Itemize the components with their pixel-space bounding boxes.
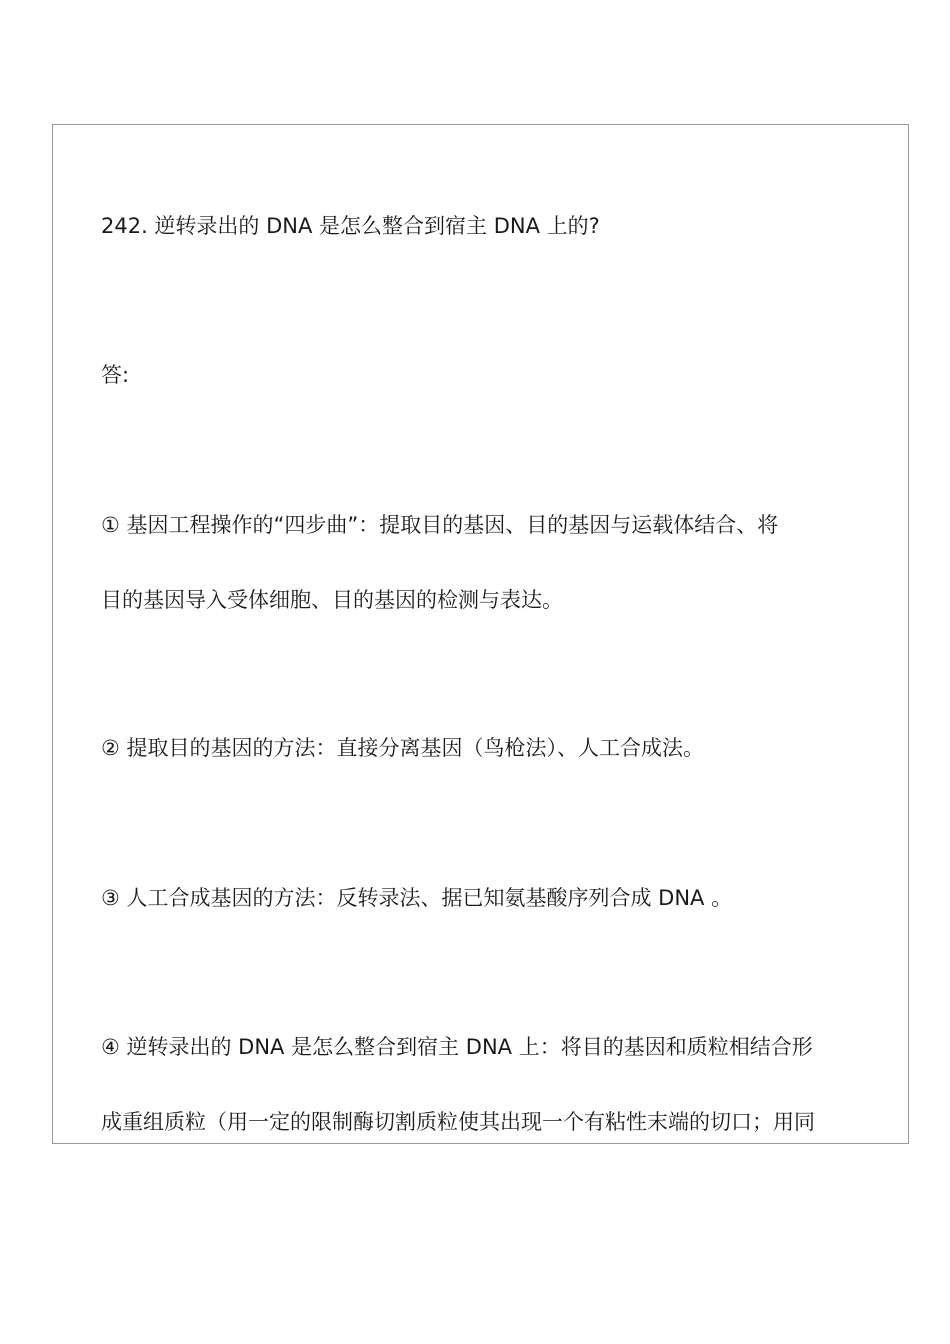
document-page <box>52 124 909 1144</box>
paragraph-line: 成重组质粒（用一定的限制酶切割质粒使其出现一个有粘性末端的切口；用同 <box>101 1110 815 1134</box>
question-text: 242. 逆转录出的 DNA 是怎么整合到宿主 DNA 上的? <box>101 214 600 238</box>
paragraph-line: ② 提取目的基因的方法：直接分离基因（鸟枪法）、人工合成法。 <box>101 736 704 760</box>
paragraph-line: ① 基因工程操作的“四步曲”：提取目的基因、目的基因与运载体结合、将 <box>101 513 779 537</box>
paragraph-line: ④ 逆转录出的 DNA 是怎么整合到宿主 DNA 上：将目的基因和质粒相结合形 <box>101 1035 813 1059</box>
paragraph-line: ③ 人工合成基因的方法：反转录法、据已知氨基酸序列合成 DNA 。 <box>101 886 733 910</box>
paragraph-line: 目的基因导入受体细胞、目的基因的检测与表达。 <box>101 588 563 612</box>
answer-label: 答: <box>101 363 130 387</box>
